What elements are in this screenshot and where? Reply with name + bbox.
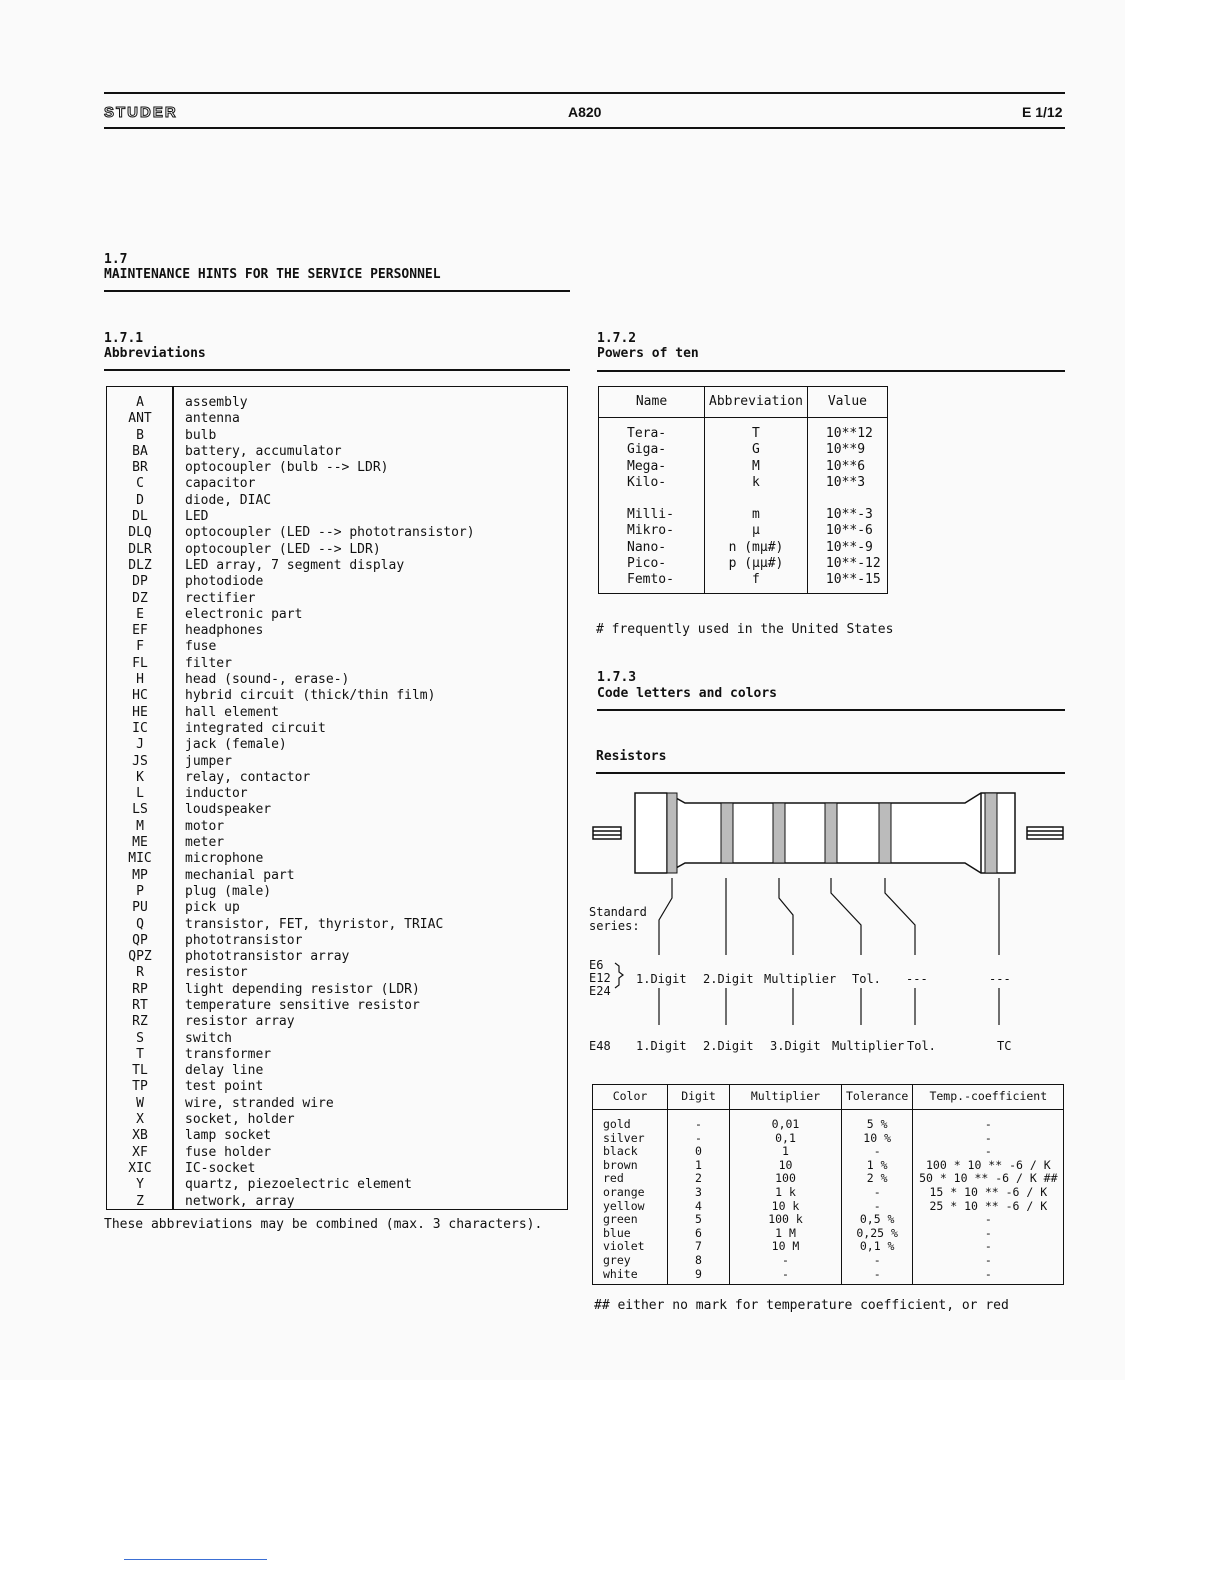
abbreviation-code: TL (132, 1063, 148, 1079)
abbreviation-code: RT (132, 997, 148, 1013)
color-multiplier: 100 k (730, 1213, 842, 1227)
abbreviation-code: HE (132, 704, 148, 720)
header-bottom-rule (104, 127, 1065, 129)
codes-rule (597, 709, 1065, 711)
row2-multiplier: Multiplier (832, 1039, 905, 1053)
abbreviation-code: J (136, 737, 144, 753)
color-tolerance: - (842, 1145, 913, 1159)
abbreviation-description: motor (185, 818, 225, 834)
codes-note: ## either no mark for temperature coefficient, or red (594, 1298, 1009, 1313)
abbreviation-code: RZ (132, 1014, 148, 1030)
abbreviation-code: C (136, 476, 144, 492)
abbreviation-description: integrated circuit (185, 720, 326, 736)
abbreviation-description: diode, DIAC (185, 492, 272, 508)
e48-label: E48 (589, 1039, 611, 1053)
abbreviation-code: M (136, 818, 144, 834)
row1-second-digit: 2.Digit (703, 972, 754, 986)
table-row (599, 572, 888, 593)
color-multiplier: 1 k (730, 1186, 842, 1200)
color-band-4 (825, 803, 837, 863)
power-name: Mega- (599, 459, 705, 475)
color-header-color: Color (593, 1085, 668, 1110)
color-multiplier: 0,01 (730, 1110, 842, 1132)
color-temp-coefficient: - (913, 1240, 1064, 1254)
color-multiplier: - (730, 1254, 842, 1268)
color-name: brown (593, 1159, 668, 1173)
abbreviation-code: QPZ (128, 949, 152, 965)
power-value: 10**9 (807, 442, 887, 458)
powers-note: # frequently used in the United States (596, 622, 894, 637)
power-value: 10**-9 (807, 540, 887, 556)
abbreviations-title: Abbreviations (104, 346, 206, 361)
power-value: 10**3 (807, 475, 887, 491)
color-temp-coefficient: - (913, 1254, 1064, 1268)
abbreviation-code: HC (132, 688, 148, 704)
abbreviation-description: LED array, 7 segment display (185, 557, 405, 573)
power-name: Kilo- (599, 475, 705, 491)
abbreviation-description: headphones (185, 623, 264, 639)
abbreviation-description: head (sound-, erase-) (185, 672, 350, 688)
abbreviation-description: test point (185, 1079, 264, 1095)
e6-label: E6 (589, 958, 604, 972)
abbreviation-code: TP (132, 1079, 148, 1095)
abbreviation-description: meter (185, 835, 225, 851)
powers-header-name: Name (599, 387, 705, 418)
abbreviation-code: ME (132, 835, 148, 851)
row2-third-digit: 3.Digit (770, 1039, 821, 1053)
abbreviation-code: DLQ (128, 525, 152, 541)
abbreviation-code: ANT (128, 411, 152, 427)
abbreviations-table (106, 386, 568, 1210)
color-tolerance: 0,5 % (842, 1213, 913, 1227)
abbreviation-description: fuse (185, 639, 217, 655)
abbreviation-code: Y (136, 1177, 144, 1193)
power-name: Nano- (599, 540, 705, 556)
row1-first-digit: 1.Digit (636, 972, 687, 986)
powers-header-value: Value (807, 387, 887, 418)
row2-tc: TC (997, 1039, 1012, 1053)
section-rule (104, 290, 570, 292)
abbreviation-code: DLZ (128, 557, 152, 573)
abbreviation-description: inductor (185, 786, 248, 802)
color-temp-coefficient: 25 * 10 ** -6 / K (913, 1200, 1064, 1214)
abbreviation-description: transistor, FET, thyristor, TRIAC (185, 916, 444, 932)
model-label: A820 (568, 104, 602, 120)
row2-first-digit: 1.Digit (636, 1039, 687, 1053)
abbreviation-code: X (136, 1112, 144, 1128)
power-name: Mikro- (599, 523, 705, 539)
power-value: 10**-15 (807, 572, 887, 593)
color-temp-coefficient: 15 * 10 ** -6 / K (913, 1186, 1064, 1200)
table-row (593, 1159, 1064, 1173)
abbreviation-description: hall element (185, 704, 279, 720)
color-tolerance: - (842, 1254, 913, 1268)
abbreviation-description: resistor array (185, 1014, 295, 1030)
abbreviation-code: BA (132, 443, 148, 459)
abbreviation-description: phototransistor array (185, 949, 350, 965)
abbreviation-code: A (136, 395, 144, 410)
power-abbr: f (705, 572, 808, 593)
color-multiplier: - (730, 1268, 842, 1285)
abbreviation-description: jumper (185, 753, 232, 769)
abbreviation-code: MP (132, 867, 148, 883)
abbreviation-code: DZ (132, 590, 148, 606)
table-row (593, 1110, 1064, 1132)
color-tolerance: 0,25 % (842, 1227, 913, 1241)
row1-band5: --- (906, 972, 928, 986)
color-multiplier: 10 M (730, 1240, 842, 1254)
abbreviation-code: L (136, 786, 144, 802)
color-temp-coefficient: - (913, 1213, 1064, 1227)
color-tolerance: 0,1 % (842, 1240, 913, 1254)
table-row (599, 459, 888, 475)
color-digit: 1 (668, 1159, 730, 1173)
color-name: grey (593, 1254, 668, 1268)
power-abbr: n (mµ#) (705, 540, 808, 556)
power-value: 10**-3 (807, 507, 887, 523)
resistors-heading: Resistors (596, 749, 667, 764)
table-row (593, 1240, 1064, 1254)
row1-multiplier: Multiplier (764, 972, 837, 986)
power-value: 10**6 (807, 459, 887, 475)
powers-table (598, 386, 888, 594)
table-row (599, 507, 888, 523)
abbreviation-code: DL (132, 509, 148, 525)
power-abbr: k (705, 475, 808, 491)
power-abbr: µ (705, 523, 808, 539)
color-name: gold (593, 1110, 668, 1132)
abbreviation-code: JS (132, 753, 148, 769)
color-digit: 8 (668, 1254, 730, 1268)
e12-label: E12 (589, 971, 611, 985)
abbreviation-description: capacitor (185, 476, 256, 492)
color-band-6 (985, 793, 997, 873)
abbreviation-code: B (136, 427, 144, 443)
abbreviation-description: loudspeaker (185, 802, 272, 818)
color-multiplier: 0,1 (730, 1132, 842, 1146)
abbreviation-description: IC-socket (185, 1160, 256, 1176)
color-tolerance: - (842, 1186, 913, 1200)
abbreviation-code: E (136, 606, 144, 622)
table-row (599, 540, 888, 556)
abbreviation-code: PU (132, 900, 148, 916)
power-abbr: G (705, 442, 808, 458)
e24-label: E24 (589, 984, 611, 998)
power-value: 10**-6 (807, 523, 887, 539)
resistors-rule (596, 772, 1065, 774)
color-temp-coefficient: - (913, 1132, 1064, 1146)
color-name: yellow (593, 1200, 668, 1214)
abbreviation-code: XF (132, 1144, 148, 1160)
abbreviation-description: relay, contactor (185, 769, 311, 785)
power-abbr: m (705, 507, 808, 523)
abbreviation-description: network, array (185, 1193, 295, 1209)
abbreviation-code: XIC (128, 1160, 152, 1176)
abbreviation-code: Z (136, 1193, 144, 1209)
abbreviation-description: assembly (185, 395, 248, 410)
resistor-lead-right (1027, 827, 1063, 839)
section-title: MAINTENANCE HINTS FOR THE SERVICE PERSONNEL (104, 267, 441, 282)
abbreviation-description: optocoupler (bulb --> LDR) (185, 460, 389, 476)
color-temp-coefficient: 100 * 10 ** -6 / K (913, 1159, 1064, 1173)
abbreviation-description: transformer (185, 1046, 272, 1062)
abbreviation-code: H (136, 672, 144, 688)
abbreviation-code: S (136, 1030, 144, 1046)
table-row (593, 1200, 1064, 1214)
power-abbr: M (705, 459, 808, 475)
abbreviation-code: T (136, 1046, 144, 1062)
abbreviation-code: BR (132, 460, 148, 476)
color-code-rows (593, 1110, 1064, 1285)
color-band-1 (667, 793, 677, 873)
table-row (599, 523, 888, 539)
row1-band6: --- (989, 972, 1011, 986)
color-header-digit: Digit (668, 1085, 730, 1110)
color-multiplier: 1 M (730, 1227, 842, 1241)
color-code-table (592, 1084, 1064, 1285)
abbreviation-description: hybrid circuit (thick/thin film) (185, 688, 436, 704)
color-digit: 5 (668, 1213, 730, 1227)
color-digit: 7 (668, 1240, 730, 1254)
abbreviation-code: P (136, 883, 144, 899)
section-number: 1.7 (104, 252, 128, 267)
abbreviation-description: phototransistor (185, 932, 303, 948)
table-row (593, 1254, 1064, 1268)
color-header-temp-coefficient: Temp.-coefficient (913, 1085, 1064, 1110)
color-tolerance: - (842, 1268, 913, 1285)
abbreviation-description: socket, holder (185, 1112, 295, 1128)
power-name: Femto- (599, 572, 705, 593)
abbreviation-description: microphone (185, 851, 264, 867)
table-row (599, 475, 888, 491)
abbreviation-description: light depending resistor (LDR) (185, 981, 420, 997)
resistor-lead-left (593, 827, 621, 839)
table-row (593, 1186, 1064, 1200)
table-row (593, 1227, 1064, 1241)
abbreviation-description: switch (185, 1030, 232, 1046)
abbreviation-code: Q (136, 916, 144, 932)
abbreviation-description: quartz, piezoelectric element (185, 1177, 412, 1193)
color-tolerance: - (842, 1200, 913, 1214)
color-digit: 4 (668, 1200, 730, 1214)
color-temp-coefficient: - (913, 1227, 1064, 1241)
color-band-5 (879, 803, 891, 863)
abbreviation-description: optocoupler (LED --> LDR) (185, 541, 381, 557)
abbreviation-code: QP (132, 932, 148, 948)
row2-second-digit: 2.Digit (703, 1039, 754, 1053)
color-tolerance: 10 % (842, 1132, 913, 1146)
abbreviation-code: K (136, 769, 144, 785)
abbreviation-description: optocoupler (LED --> phototransistor) (185, 525, 475, 541)
codes-title: Code letters and colors (597, 686, 778, 701)
color-name: red (593, 1172, 668, 1186)
table-row (593, 1213, 1064, 1227)
color-header-tolerance: Tolerance (842, 1085, 913, 1110)
table-row (599, 418, 888, 443)
abbreviation-description: filter (185, 655, 232, 671)
abbreviation-description: resistor (185, 965, 248, 981)
abbreviation-description: plug (male) (185, 883, 272, 899)
color-band-2 (721, 803, 733, 863)
abbreviation-code: FL (132, 655, 148, 671)
abbreviation-description: fuse holder (185, 1144, 272, 1160)
powers-header-abbreviation: Abbreviation (705, 387, 808, 418)
series-brace (615, 963, 623, 988)
table-spacer-row (599, 491, 888, 507)
color-name: orange (593, 1186, 668, 1200)
color-digit: 2 (668, 1172, 730, 1186)
color-name: blue (593, 1227, 668, 1241)
table-row (599, 442, 888, 458)
power-value: 10**12 (807, 418, 887, 443)
color-tolerance: 5 % (842, 1110, 913, 1132)
abbreviation-description: lamp socket (185, 1128, 272, 1144)
abbreviations-rule (104, 369, 570, 371)
color-name: white (593, 1268, 668, 1285)
abbreviation-codes-column (107, 395, 173, 1210)
header-top-rule (104, 92, 1065, 94)
power-name: Milli- (599, 507, 705, 523)
abbreviation-code: D (136, 492, 144, 508)
color-digit: 6 (668, 1227, 730, 1241)
color-temp-coefficient: - (913, 1268, 1064, 1285)
resistor-diagram (585, 785, 1070, 1065)
abbreviation-code: IC (132, 720, 148, 736)
powers-title: Powers of ten (597, 346, 699, 361)
color-band-3 (773, 803, 785, 863)
power-value: 10**-12 (807, 556, 887, 572)
abbreviations-note: These abbreviations may be combined (max. 3 characters). (104, 1217, 543, 1232)
color-multiplier: 10 k (730, 1200, 842, 1214)
abbreviation-description: pick up (185, 900, 240, 916)
codes-number: 1.7.3 (597, 670, 637, 685)
abbreviation-code: R (136, 965, 144, 981)
abbreviation-code: DP (132, 574, 148, 590)
abbreviations-number: 1.7.1 (104, 331, 144, 346)
abbreviation-description: mechanial part (185, 867, 295, 883)
table-row (593, 1145, 1064, 1159)
color-temp-coefficient: 50 * 10 ** -6 / K ## (913, 1172, 1064, 1186)
color-temp-coefficient: - (913, 1145, 1064, 1159)
powers-number: 1.7.2 (597, 331, 637, 346)
abbreviation-code: DLR (128, 541, 152, 557)
color-digit: 9 (668, 1268, 730, 1285)
row1-tolerance: Tol. (852, 972, 881, 986)
color-multiplier: 10 (730, 1159, 842, 1173)
abbreviation-code: RP (132, 981, 148, 997)
color-digit: 3 (668, 1186, 730, 1200)
row2-tolerance: Tol. (907, 1039, 936, 1053)
color-tolerance: 1 % (842, 1159, 913, 1173)
power-abbr: p (µµ#) (705, 556, 808, 572)
abbreviation-description: rectifier (185, 590, 256, 606)
abbreviation-description: wire, stranded wire (185, 1095, 334, 1111)
abbreviation-description: antenna (185, 411, 240, 427)
table-row (593, 1268, 1064, 1285)
standard-series-label: Standard series: (589, 905, 647, 933)
color-tolerance: 2 % (842, 1172, 913, 1186)
abbreviation-code: MIC (128, 851, 152, 867)
power-name: Pico- (599, 556, 705, 572)
table-row (593, 1172, 1064, 1186)
page-number: E 1/12 (1022, 104, 1063, 120)
table-row (599, 556, 888, 572)
color-temp-coefficient: - (913, 1110, 1064, 1132)
abbreviation-code: W (136, 1095, 144, 1111)
abbreviation-code: EF (132, 623, 148, 639)
color-digit: 0 (668, 1145, 730, 1159)
abbreviation-description: LED (185, 509, 209, 525)
abbreviation-descriptions-column (185, 395, 475, 1210)
table-row (593, 1132, 1064, 1146)
abbreviation-description: temperature sensitive resistor (185, 997, 420, 1013)
footer-link-rule (124, 1559, 267, 1560)
abbreviation-description: delay line (185, 1063, 264, 1079)
abbreviation-description: photodiode (185, 574, 264, 590)
abbreviation-code: F (136, 639, 144, 655)
color-name: green (593, 1213, 668, 1227)
color-multiplier: 1 (730, 1145, 842, 1159)
abbreviation-code: XB (132, 1128, 148, 1144)
color-header-multiplier: Multiplier (730, 1085, 842, 1110)
color-name: violet (593, 1240, 668, 1254)
color-digit: - (668, 1110, 730, 1132)
power-abbr: T (705, 418, 808, 443)
color-name: black (593, 1145, 668, 1159)
power-name: Tera- (599, 418, 705, 443)
abbreviation-description: electronic part (185, 606, 303, 622)
color-name: silver (593, 1132, 668, 1146)
abbreviation-description: battery, accumulator (185, 443, 342, 459)
color-multiplier: 100 (730, 1172, 842, 1186)
studer-logo: STUDER (104, 104, 178, 121)
abbreviation-description: bulb (185, 427, 217, 443)
abbreviation-code: LS (132, 802, 148, 818)
powers-rule (597, 370, 1065, 372)
color-digit: - (668, 1132, 730, 1146)
power-name: Giga- (599, 442, 705, 458)
abbreviation-description: jack (female) (185, 737, 287, 753)
